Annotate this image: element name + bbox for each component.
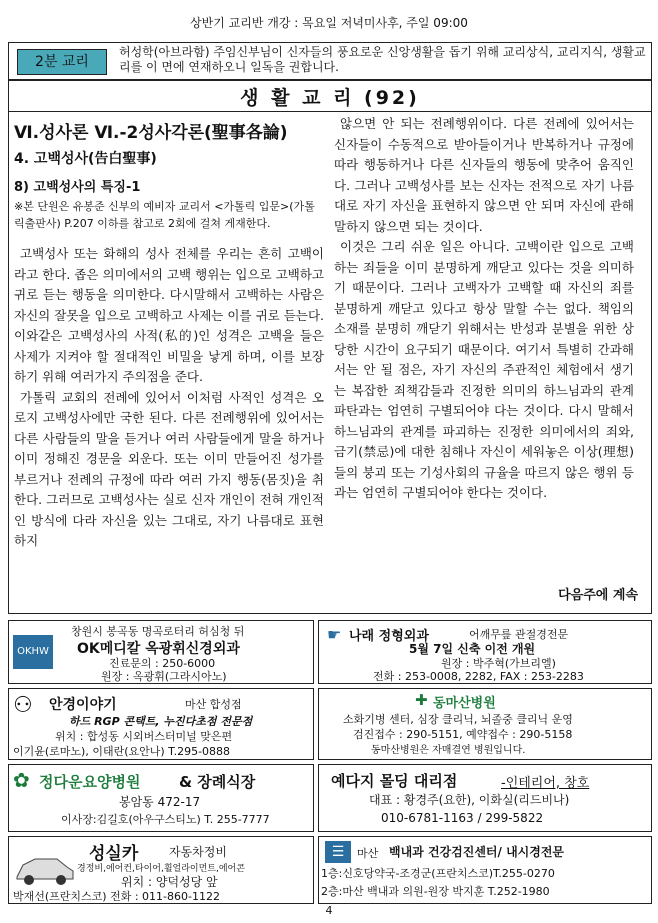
top-notice: 상반기 교리반 개강 : 목요일 저녁미사후, 주일 09:00: [190, 16, 468, 30]
page-number: 4: [325, 904, 333, 917]
flower-icon: ✿: [13, 768, 30, 792]
ad-name: 예다지 몰딩 대리점: [331, 772, 458, 790]
right-paragraph: 않으면 안 되는 전례행위이다. 다른 전례에 있어서는 신자들이 수동적으로 받아들이거나 반복하거나 규정에 따라 행동하거나 다른 신자들의 행동에 맞추어 움직인다. 그러나 고백성사를 보는 신자는 전적으로 자기 나름대로 자기 자신을 표현하지 않으면 안 되며 자신에 관해 말하지 않으면 되는 것이다.: [334, 116, 634, 234]
title-divider: [9, 111, 651, 112]
left-column: [14, 244, 324, 552]
clinic-logo-icon: ☰: [325, 841, 351, 863]
clinic-logo-icon: OKHW: [13, 635, 53, 669]
glasses-icon: ⚇: [13, 693, 33, 718]
ad-baek-clinic: [318, 836, 652, 904]
ad-jeongdaun: [8, 764, 314, 832]
section-title: Ⅵ.성사론 Ⅵ.-2성사각론(聖事各論): [14, 123, 288, 143]
sub-subsection-title: 8) 고백성사의 특징-1: [14, 180, 141, 195]
ad-owner: 대표 : 황경주(요한), 이화실(리드비나): [369, 793, 570, 807]
ad-note: 동마산병원은 자매결연 병원입니다.: [371, 745, 526, 756]
ad-contact: 이사장:김길호(아우구스티노) T. 255-7777: [61, 813, 270, 826]
ad-address: 봉암동 472-17: [119, 795, 201, 809]
ad-name: 동마산병원: [433, 696, 496, 711]
ad-name: 성실카: [89, 844, 139, 864]
subsection-title: 4. 고백성사(告白聖事): [14, 151, 157, 167]
ad-clinic: 2층:마산 백내과 의원-원장 박지훈 T.252-1980: [321, 885, 550, 898]
left-paragraph: 고백성사 또는 화해의 성사 전체를 우리는 흔히 고백이라고 한다. 좁은 의미에서의 고백 행위는 입으로 고백하고 귀로 듣는 행동을 의미한다. 다시말해서 고백하는 사람은 자신의 잘못을 입으로 고백하고 사제는 이를 귀로 듣는다. 이와같은 고백성사의 사적(私的)인 성격은 고백을 들은 사제가 지켜야 할 절대적인 비밀을 낳게 하며, 이를 보장하기 위해 여러가지 주의점을 준다.: [14, 246, 324, 384]
ad-subname: & 장례식장: [179, 773, 256, 791]
ad-dongmasan-hospital: [318, 688, 652, 760]
header-text: 허성학(아브라함) 주임신부님이 신자들의 풍요로운 신앙생활을 돕기 위해 교리상식, 교리지식, 생활교리를 이 면에 연재하오니 일독을 권합니다.: [119, 45, 646, 74]
ad-specialty: 어깨무릎 관절경전문: [469, 628, 569, 641]
header-box: [8, 42, 652, 80]
source-note: ※본 단원은 유봉준 신부의 예비자 교리서 <가톨릭 입문>(가톨릭출판사) P.207 이하를 참고로 2회에 걸쳐 게재한다.: [14, 200, 315, 230]
ad-director: 원장 : 박주혁(가브리엘): [441, 657, 556, 670]
ad-seongsilka: [8, 836, 314, 904]
ad-category: 자동차정비: [169, 845, 227, 859]
ad-glasses: [8, 688, 314, 760]
right-column: [334, 114, 634, 504]
ad-services: 경정비,에어컨,타이어,휠얼라이먼트,에어콘: [77, 864, 245, 874]
ad-location: 위치 : 합성동 시외버스터미널 맞은편: [55, 730, 233, 743]
hand-icon: ☛: [327, 625, 342, 644]
ad-pharmacy: 1층:신호당약국-조경군(프란치스코)T.255-0270: [321, 867, 555, 880]
ad-services: 소화기병 센터, 심장 클리닉, 뇌졸중 클리닉 운영: [343, 713, 573, 726]
continued-label: 다음주에 계속: [558, 588, 638, 603]
ad-narae-ortho: [318, 620, 652, 684]
ad-phone: 010-6781-1163 / 299-5822: [381, 811, 544, 825]
ad-name: OK메디칼 옥광휘신경외과: [77, 641, 240, 657]
ad-director: 원장 : 옥광휘(그라시아노): [101, 670, 227, 683]
ad-name: 나래 정형외과: [349, 629, 429, 644]
ad-category: -인테리어, 창호: [501, 776, 590, 791]
ad-name: 안경이야기: [49, 697, 117, 713]
right-paragraph: 이것은 그리 쉬운 일은 아니다. 고백이란 입으로 고백하는 죄들을 이미 분명하게 깨닫고 있다는 것을 의미하기 때문이다. 그러나 고백자가 고백할 때 자신의 죄를 분명하게 깨닫고 있다고 항상 말할 수는 없다. 책임의 소재를 분명히 깨닫기 위해서는 반성과 분별을 위한 상당한 시간이 요구되기 때문이다. 여기서 특별히 간과해서는 안 될 점은, 자기 자신의 주관적인 체험에서 생기는 복잡한 죄책감들과 진정한 의미의 하느님과의 관계파탄과는 엄연히 구별되어야 다는 것이다. 다시 말해서 하느님과의 관계를 파괴하는 진정한 의미에서의 죄와, 금기(禁忌)에 대한 침해나 자신이 세워놓은 이상(理想)들의 붕괴 또는 기성사회의 규율을 따르지 않은 행위 등과는 엄연히 구별되어야 한다는 것이다.: [334, 239, 634, 500]
ad-name: 정다운요양병원: [39, 773, 141, 791]
ad-ok-medical: [8, 620, 314, 684]
car-icon: [13, 849, 75, 889]
ad-contact: 이기윤(로마노), 이태란(요안나) T.295-0888: [13, 745, 231, 758]
ad-phone: 진료문의 : 250-6000: [109, 657, 216, 670]
header-tag: 2분 교리: [17, 49, 107, 75]
ad-opening: 5월 7일 신축 이전 개원: [409, 642, 536, 656]
ad-location: 위치 : 양덕성당 앞: [121, 875, 218, 889]
cross-icon: ✚: [415, 691, 428, 709]
ad-yedaji: [318, 764, 652, 832]
ad-location: 창원시 봉곡동 명곡로터리 허심청 뒤: [71, 625, 245, 638]
ad-name: 백내과 건강검진센터/ 내시경전문: [389, 845, 565, 859]
ad-city: 마산: [357, 847, 379, 860]
ad-contact: 박재선(프란치스코) 전화 : 011-860-1122: [13, 890, 220, 903]
ad-phone: 검진접수 : 290-5151, 예약접수 : 290-5158: [353, 728, 573, 741]
article-title: 생 활 교 리 (92): [240, 87, 420, 109]
ad-phone: 전화 : 253-0008, 2282, FAX : 253-2283: [373, 670, 584, 683]
ad-specialty: 하드 RGP 콘택트, 누진다초점 전문점: [69, 715, 253, 728]
left-paragraph: 가톨릭 교회의 전례에 있어서 이처럼 사적인 성격은 오로지 고백성사에만 국한 된다. 다른 전례행위에 있어서는 다른 사람들의 말을 듣거나 여러 사람들에게 말을 하거나 이미 정해진 경문을 외운다. 또는 이미 만들어진 성가를 부르거나 전례의 규정에 따라 여러 가지 행동(몸짓)을 취한다. 그러므로 고백성사는 실로 신자 개인이 전혀 개인적인 방식에 다라 자신을 있는 그대로, 자기 나름대로 표현하지: [14, 389, 324, 548]
ad-branch: 마산 합성점: [185, 698, 242, 711]
